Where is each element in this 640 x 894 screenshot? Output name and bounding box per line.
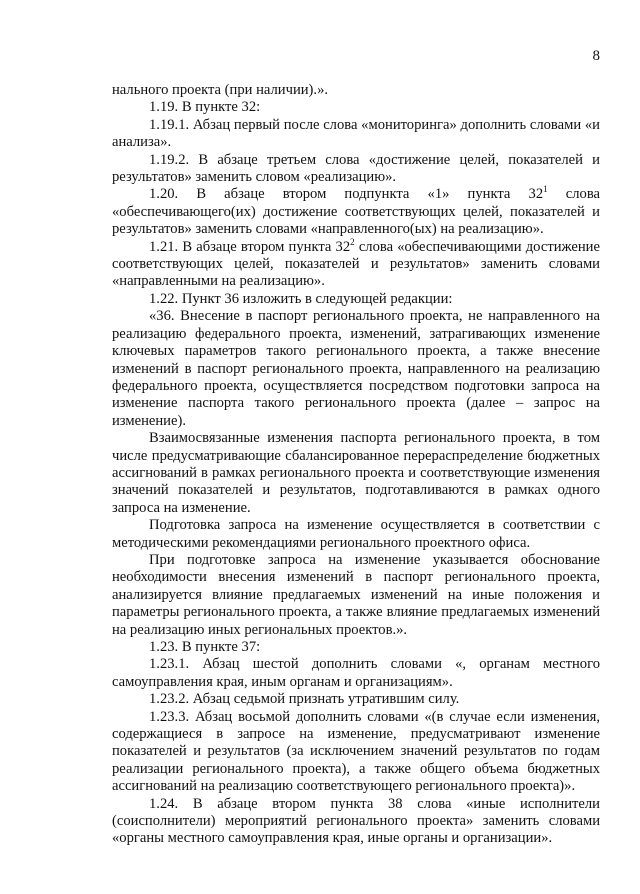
paragraph: 1.19. В пункте 32:	[149, 99, 261, 116]
paragraph: 1.23.1. Абзац шестой дополнить словами «, органам местного самоуправления края, иным органам и организациям».	[112, 656, 600, 690]
paragraph-text: слова «обеспечивающего(их) достижение соответствующих целей, показателей и результатов» заменить словами «направленного(ых) на реализацию».	[112, 186, 600, 238]
paragraph: 1.22. Пункт 36 изложить в следующей редакции:	[149, 290, 453, 307]
superscript: 2	[350, 236, 355, 247]
paragraph	[112, 236, 600, 291]
paragraph: 1.19.1. Абзац первый после слова «мониторинга» дополнить словами «и анализа».	[112, 116, 600, 151]
paragraph: 1.23.3. Абзац восьмой дополнить словами «(в случае если изменения, содержащиеся в запросе на изменение, предусматривают изменение показателей и результатов (за исключением значений результатов по годам реализации регионального проекта), а также общего объема бюджетных ассигнований на реализацию соответствующего регионального проекта)».	[112, 708, 600, 795]
paragraph-text: слова «обеспечивающими достижение соответствующих целей, показателей и результатов» заменить словами «направленными на реализацию».	[112, 238, 600, 290]
paragraph-text: 1.21. В абзаце втором пункта 32	[149, 238, 351, 255]
paragraph: 1.19.2. В абзаце третьем слова «достижение целей, показателей и результатов» заменить словом «реализацию».	[112, 151, 600, 186]
superscript: 1	[543, 184, 548, 195]
paragraph: 1.23.2. Абзац седьмой признать утратившим силу.	[149, 691, 460, 708]
paragraph-text: 1.20. В абзаце втором подпункта «1» пункта 32	[149, 186, 544, 203]
paragraph: 1.24. В абзаце втором пункта 38 слова «иные исполнители (соисполнители) мероприятий регионального проекта» заменить словами «органы местного самоуправления края, иные органы и организации».	[112, 795, 600, 847]
paragraph	[112, 186, 600, 238]
page-number: 8	[592, 48, 600, 64]
paragraph: «36. Внесение в паспорт регионального проекта, не направленного на реализацию федерального проекта, изменений, затрагивающих изменение ключевых параметров такого регионального проекта, а также внесение изменений в паспорт регионального проекта, направленного на реализацию федерального проекта, осуществляется посредством подготовки запроса на изменение паспорта такого регионального проекта (далее – запрос на изменение).	[112, 308, 600, 429]
paragraph: нального проекта (при наличии).».	[112, 82, 329, 98]
paragraph: При подготовке запроса на изменение указывается обоснование необходимости внесения изменений в паспорт регионального проекта, анализируется влияние предлагаемых изменений на иные положения и параметры регионального проекта, а также влияние предлагаемых изменений на реализацию иных региональных проектов.».	[112, 551, 600, 638]
document-body	[112, 82, 600, 848]
paragraph: Подготовка запроса на изменение осуществляется в соответствии с методическими рекомендациями регионального проектного офиса.	[112, 517, 600, 551]
paragraph: Взаимосвязанные изменения паспорта регионального проекта, в том числе предусматривающие сбалансированное перераспределение бюджетных ассигнований в рамках регионального проекта и соответствующие изменения значений показателей и результатов, подготавливаются в рамках одного запроса на изменение.	[112, 430, 600, 516]
paragraph: 1.23. В пункте 37:	[149, 639, 261, 655]
